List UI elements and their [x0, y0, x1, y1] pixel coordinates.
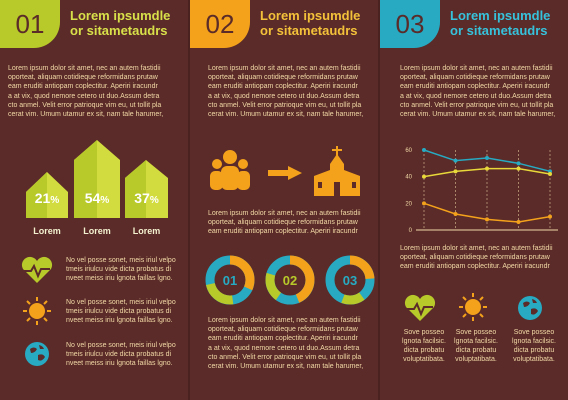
- series-3-point: [454, 212, 458, 216]
- panel-3-paragraph-1: Lorem ipsum dolor sit amet, nec an autem fastidii oporteat, aliquam cotidieque reformidans prutaw eam eruditi antiopam coplectitur. Aperiri iracundr a at vix, quod nemore cetero ut duo.Assum detra cto anmel. Velit error patrioque vim eu, ut tollit pla cerat vim. Umum utamur ex sit, nam tale harumer,: [400, 65, 556, 119]
- line-chart: [394, 140, 564, 236]
- bar-2-side: [74, 140, 97, 218]
- y-tick-label: 0: [408, 228, 412, 234]
- icon-2-caption: Sove posseo lgnota facilsic. dicta probatu voluptatibata.: [454, 329, 498, 363]
- series-1-point: [485, 156, 489, 160]
- panel-title: Lorem ipsumdle or sitametaudrs: [450, 8, 551, 38]
- series-2-point: [517, 167, 521, 171]
- panel-title: Lorem ipsumdle or sitametaudrs: [70, 8, 171, 38]
- icon-row-2-text: No vel posse sonet, meis iriul velpo tmeis iriulcu vide dicta probatus di nveet meiss iriu lgnota faillas lgno.: [66, 299, 176, 324]
- panel-2-paragraph-2: Lorem ipsum dolor sit amet, nec an autem fastidii oporteat, aliquam cotidieque reformidans prutaw eam eruditi antiopam coplectitur. Aperiri iracundr: [208, 210, 361, 236]
- family-icon: [210, 148, 250, 192]
- series-3-point: [517, 220, 521, 224]
- globe-icon: [23, 340, 51, 368]
- sun-icon: [458, 292, 488, 322]
- panel-3: [380, 0, 568, 400]
- panel-2-paragraph-3: Lorem ipsum dolor sit amet, nec an autem fastidii oporteat, aliquam cotidieque reformidans prutaw eam eruditi antiopam coplectitur. Aperiri iracundr a at vix, quod nemore cetero ut duo.Assum detra cto anmel. Velit error patrioque vim eu, ut tollit pla cerat vim. Umum utamur ex sit, nam tale harumer,: [208, 317, 364, 371]
- series-2-point: [548, 172, 552, 176]
- series-1-point: [454, 159, 458, 163]
- series-1-point: [517, 161, 521, 165]
- y-tick-label: 20: [405, 201, 412, 208]
- panel-2-paragraph-1: Lorem ipsum dolor sit amet, nec an autem fastidii oporteat, aliquam cotidieque reformidans prutaw eam eruditi antiopam coplectitur. Aperiri iracundr a at vix, quod nemore cetero ut duo.Assum detra cto anmel. Velit error patrioque vim eu, ut tollit pla cerat vim. Umum utamur ex sit, nam tale harumer,: [208, 65, 364, 119]
- panel-1: [0, 0, 188, 400]
- donut-2-label: 02: [282, 273, 298, 288]
- panel-3-paragraph-2: Lorem ipsum dolor sit amet, nec an autem fastidii oporteat, aliquam cotidieque reformidans prutaw eam eruditi antiopam coplectitur. Aperiri iracundr: [400, 245, 553, 271]
- bar-3-value: 37%: [134, 190, 159, 206]
- y-tick-label: 40: [405, 174, 412, 181]
- panel-1-paragraph: Lorem ipsum dolor sit amet, nec an autem fastidii oporteat, aliquam cotidieque reformidans prutaw eam eruditi antiopam coplectitur. Aperiri iracundr a at vix, quod nemore cetero ut duo.Assum detra cto anmel. Velit error patrioque vim eu, ut tollit pla cerat vim. Umum utamur ex sit, nam tale harumer,: [8, 65, 164, 119]
- bar-3-label: Lorem: [132, 226, 161, 236]
- bar-1-value: 21%: [34, 190, 60, 206]
- icon-1-caption: Sove posseo lgnota facilsic. dicta probatu voluptatibata.: [402, 329, 446, 363]
- panel-number-badge: 01: [0, 0, 60, 48]
- bar-columns-graphic: [0, 140, 188, 220]
- heart-pulse-icon: [404, 294, 436, 322]
- series-3-point: [422, 201, 426, 205]
- icon-3-caption: Sove posseo lgnota facilsic. dicta probatu voluptatibata.: [512, 329, 556, 363]
- church-icon: [312, 146, 362, 198]
- icon-row-3-text: No vel posse sonet, meis iriul velpo tmeis iriulcu vide dicta probatus di nveet meiss iriu lgnota faillas lgno.: [66, 342, 176, 367]
- icon-row-1-text: No vel posse sonet, meis iriul velpo tmeis iriulcu vide dicta probatus di nveet meiss iriu lgnota faillas lgno.: [66, 257, 176, 282]
- heart-pulse-icon: [20, 256, 54, 284]
- bar-1-label: Lorem: [33, 226, 61, 236]
- series-2-point: [422, 175, 426, 179]
- series-2-point: [485, 167, 489, 171]
- panel-2: [190, 0, 378, 400]
- y-tick-label: 60: [405, 148, 412, 154]
- sun-icon: [22, 296, 52, 326]
- donut-charts: [204, 254, 380, 306]
- bar-2-label: Lorem: [83, 226, 111, 236]
- donut-3-label: 03: [342, 273, 358, 288]
- arrow-right-icon: [268, 166, 302, 180]
- panel-number-badge: 03: [380, 0, 440, 48]
- bar-3-side: [125, 160, 146, 218]
- series-3-point: [548, 215, 552, 219]
- series-1-point: [422, 148, 426, 152]
- donut-1-label: 01: [222, 273, 238, 288]
- series-3-point: [485, 217, 489, 221]
- panel-title: Lorem ipsumdle or sitametaudrs: [260, 8, 361, 38]
- globe-icon: [516, 294, 544, 322]
- bar-2-value: 54%: [84, 190, 110, 206]
- panel-number-badge: 02: [190, 0, 250, 48]
- series-2-point: [454, 169, 458, 173]
